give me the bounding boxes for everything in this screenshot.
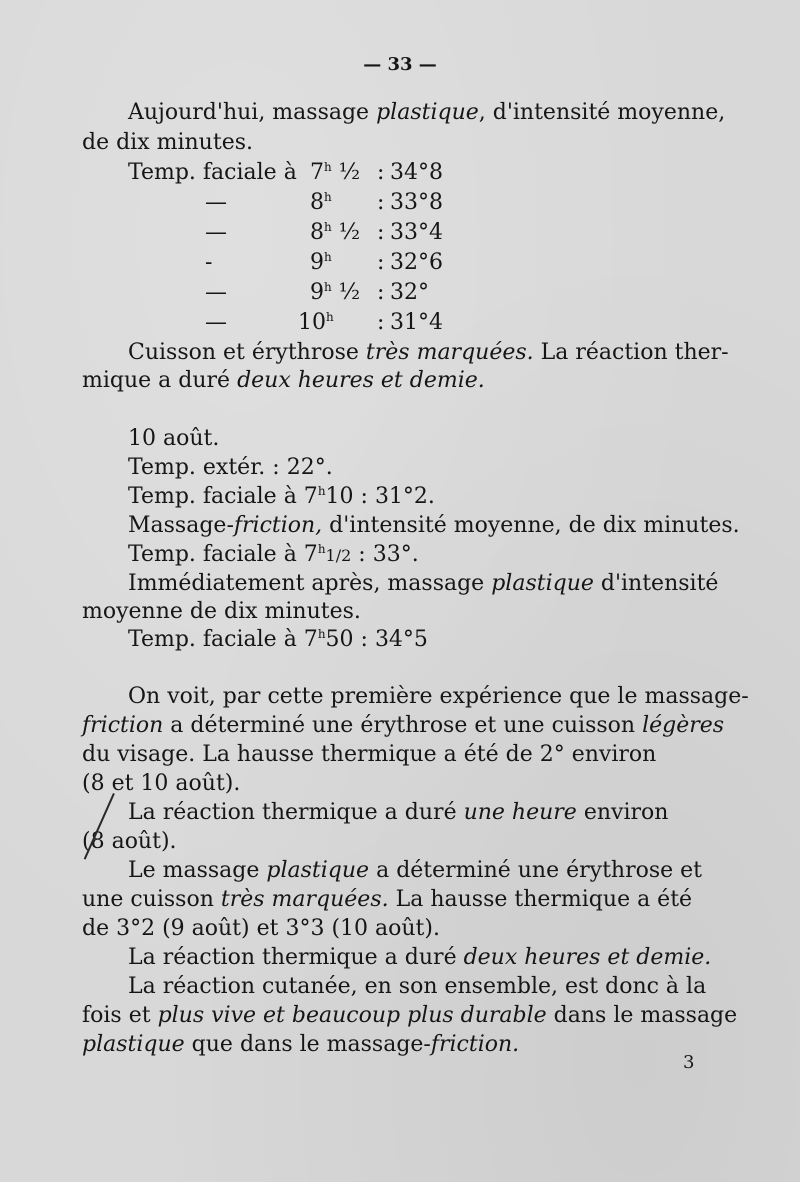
aug10-facial-temp-2: Temp. faciale à 7$^h$1/2 : 33°.	[128, 542, 419, 567]
aug10-facial-temp-1: Temp. faciale à 7$^h$10 : 31°2.	[128, 484, 435, 509]
temp-table-label: Temp. faciale à	[128, 160, 297, 185]
temp-row: — 8$^h$ : 33°8	[205, 190, 443, 215]
conclusion-line: friction a déterminé une érythrose et une cuisson légères	[82, 713, 725, 738]
conclusion-line: La réaction cutanée, en son ensemble, est donc à la	[128, 974, 707, 999]
aug10-date: 10 août.	[128, 426, 220, 451]
para1-line2: de dix minutes.	[82, 130, 253, 155]
conclusion-line: du visage. La hausse thermique a été de 2° environ	[82, 742, 657, 767]
conclusion-line: (8 et 10 août).	[82, 771, 241, 796]
aug10-immediately-line2: moyenne de dix minutes.	[82, 599, 361, 624]
conclusion-line: On voit, par cette première expérience que le massage-	[128, 684, 749, 709]
conclusion-line: La réaction thermique a duré deux heures et demie.	[128, 945, 712, 970]
conclusion-line: La réaction thermique a duré une heure environ	[128, 800, 669, 825]
conclusion-line: (8 août).	[82, 829, 177, 854]
temp-row: — 10$^h$ : 31°4	[205, 310, 443, 335]
temp-row: — 9$^h$ ½ : 32°	[205, 280, 429, 305]
para2-line1: Cuisson et érythrose très marquées. La réaction ther-	[128, 340, 729, 365]
conclusion-line: de 3°2 (9 août) et 3°3 (10 août).	[82, 916, 440, 941]
temp-row: - 9$^h$ : 32°6	[205, 250, 443, 275]
conclusion-line: fois et plus vive et beaucoup plus durable dans le massage	[82, 1003, 738, 1028]
temp-row: 7$^h$ ½ : 34°8	[310, 160, 443, 185]
aug10-facial-temp-3: Temp. faciale à 7$^h$50 : 34°5	[128, 627, 428, 652]
aug10-immediately: Immédiatement après, massage plastique d'intensité	[128, 571, 719, 596]
conclusion-line: Le massage plastique a déterminé une érythrose et	[128, 858, 703, 883]
signature-mark: 3	[683, 1052, 695, 1073]
aug10-ext-temp: Temp. extér. : 22°.	[128, 455, 333, 480]
para2-line2: mique a duré deux heures et demie.	[82, 368, 485, 393]
conclusion-line: plastique que dans le massage-friction.	[82, 1032, 520, 1057]
aug10-massage-friction: Massage-friction, d'intensité moyenne, de dix minutes.	[128, 513, 740, 538]
para1-line1: Aujourd'hui, massage plastique, d'intensité moyenne,	[128, 100, 726, 125]
conclusion-line: une cuisson très marquées. La hausse thermique a été	[82, 887, 693, 912]
temp-row: — 8$^h$ ½ : 33°4	[205, 220, 443, 245]
page-number: — 33 —	[363, 54, 437, 75]
